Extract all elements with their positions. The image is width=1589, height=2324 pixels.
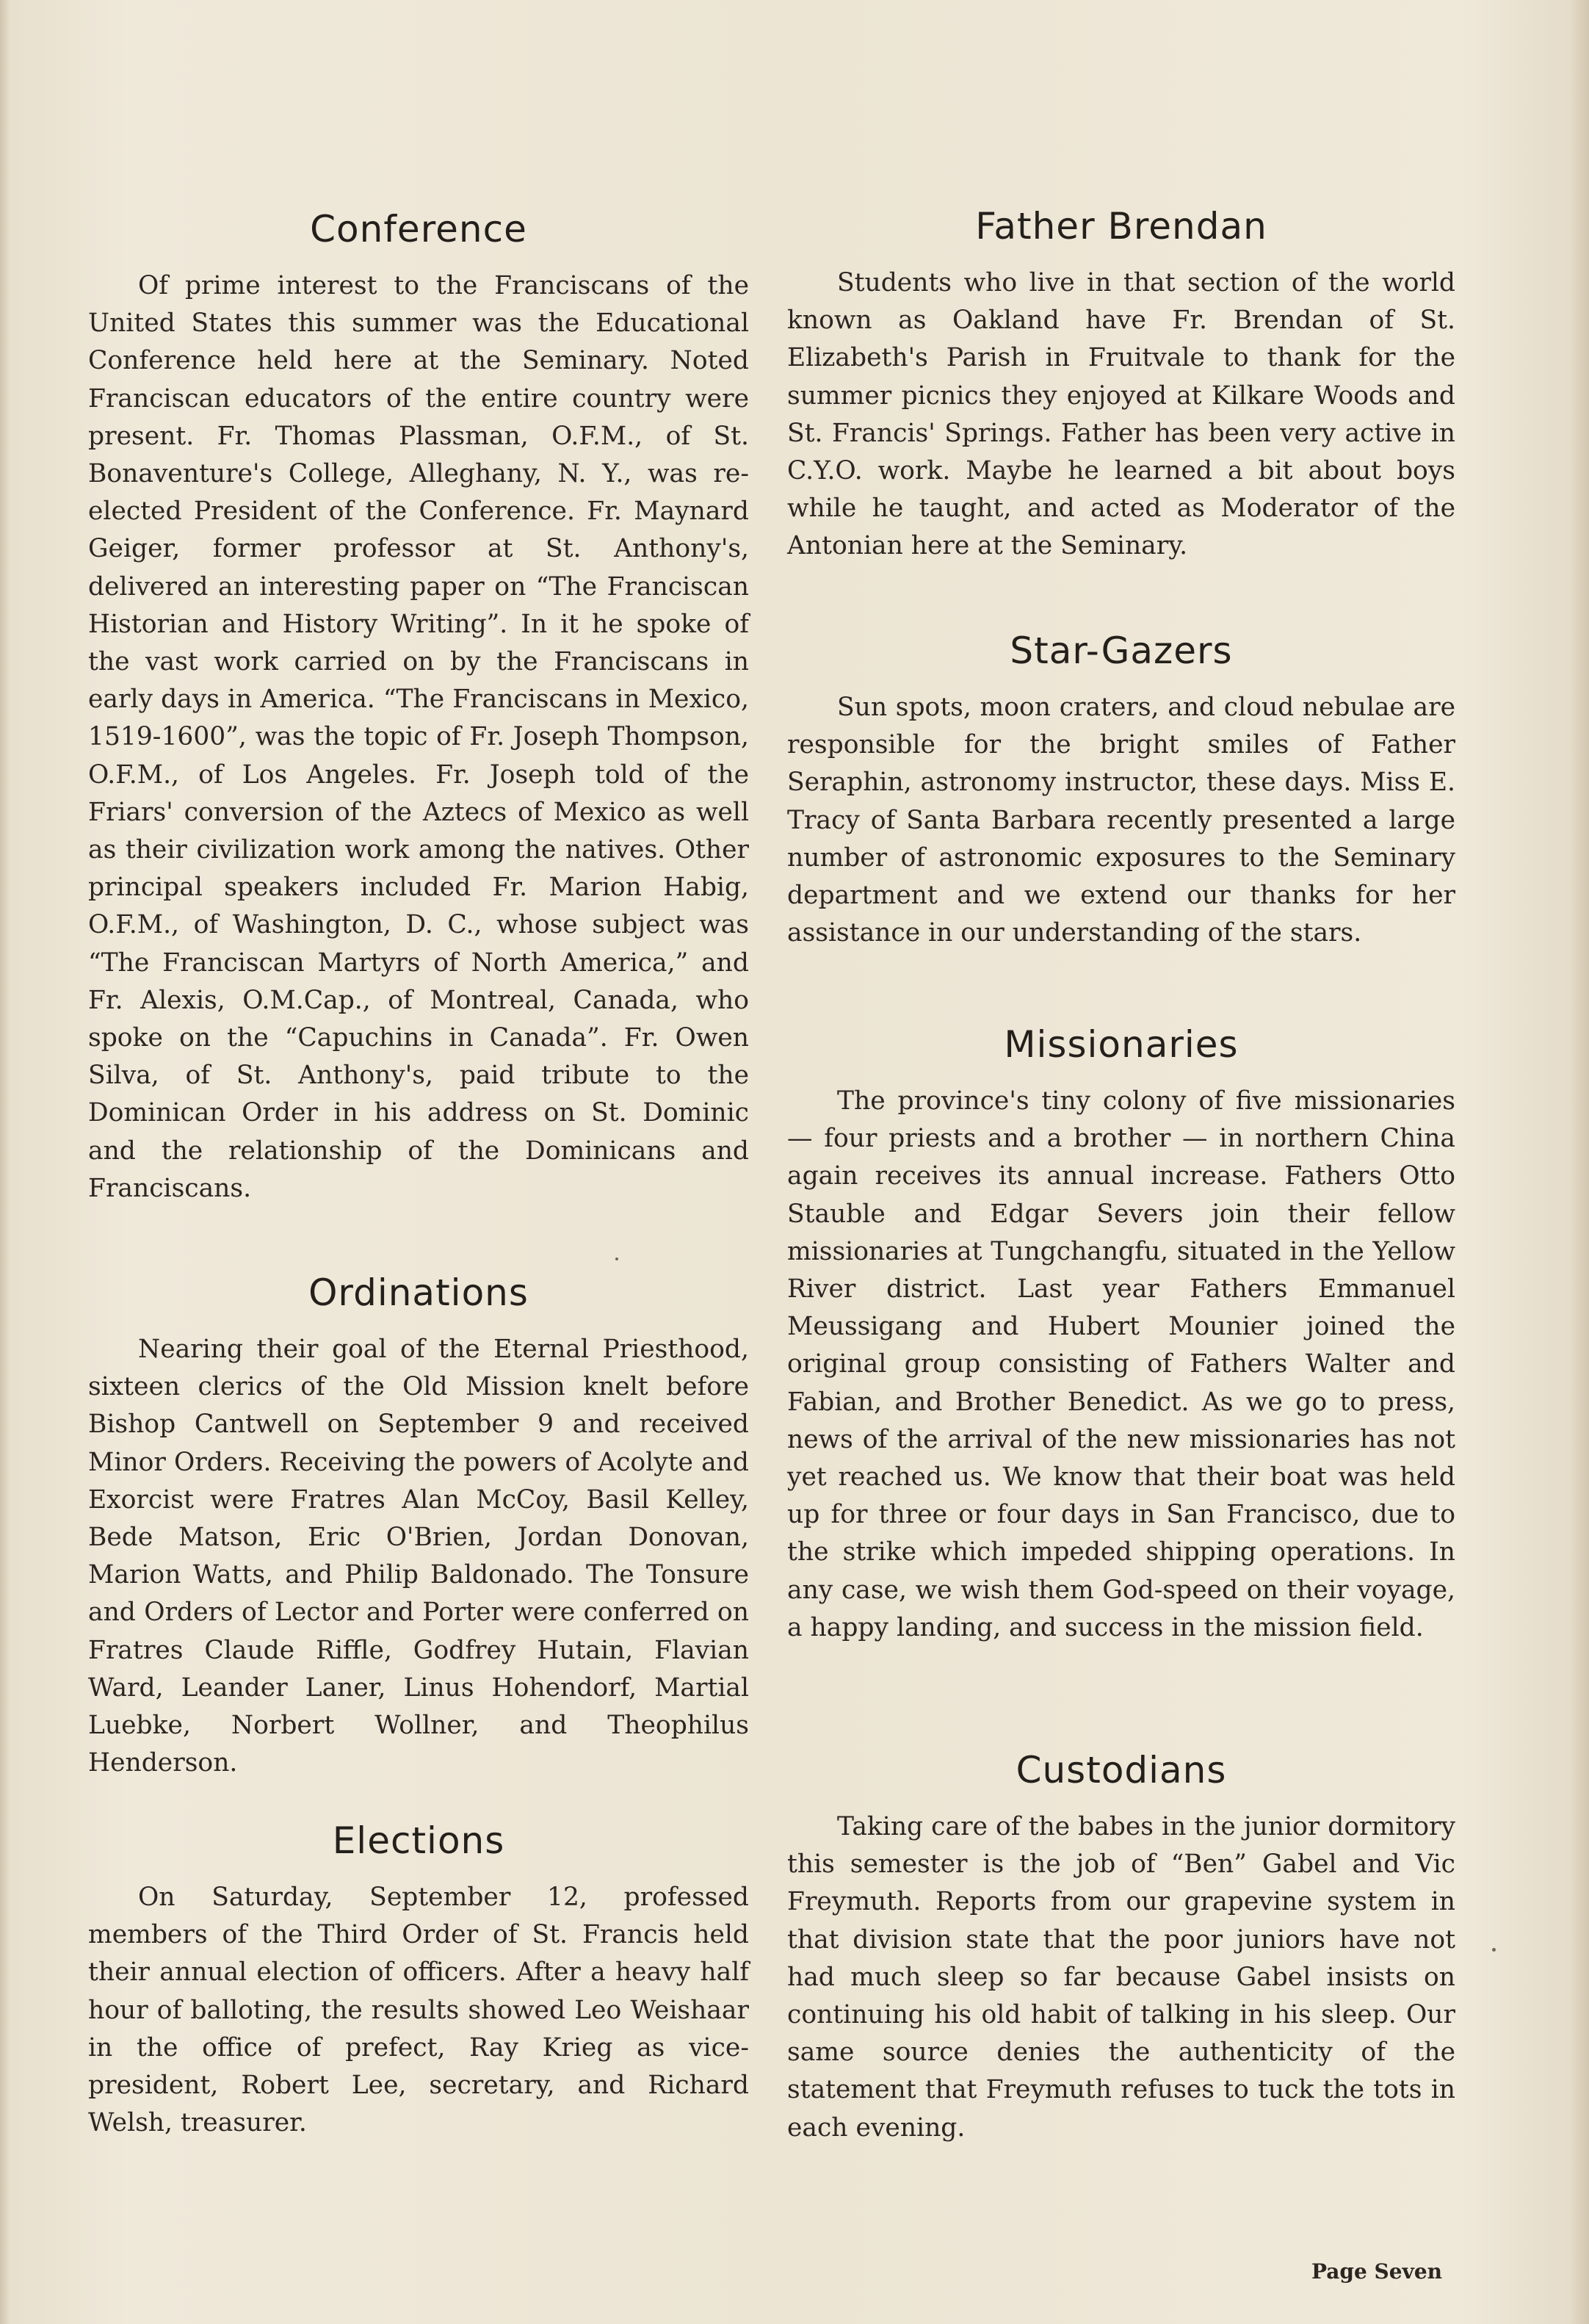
page-edge-shadow [1570,0,1589,2324]
article-conference [88,207,749,1208]
article-heading: Ordinations [308,1271,529,1314]
article-heading: Star-Gazers [1010,629,1233,672]
article-body: Sun spots, moon craters, and cloud nebulae are responsible for the bright smiles of Father Seraphin, astronomy instructor, these days. Miss E. Tracy of Santa Barbara recently presented a large number of astronomic exposures to the Seminary department and we extend our thanks for her assistance in our understanding of the stars. [787,693,1455,948]
article-father-brendan [787,204,1455,566]
article-elections [88,1819,749,2142]
article-star-gazers [787,629,1455,952]
article-body: On Saturday, September 12, professed members of the Third Order of St. Francis held their annual election of officers. After a heavy half hour of balloting, the results showed Leo Weishaar in the office of prefect, Ray Krieg as vice-president, Robert Lee, secretary, and Richard Welsh, treasurer. [88,1883,749,2138]
article-body: Taking care of the babes in the junior dormitory this semester is the job of “Ben” Gabel and Vic Freymuth. Reports from our grapevine system in that division state that the poor juniors have not had much sleep so far because Gabel insists on continuing his old habit of talking in his sleep. Our same source denies the authenticity of the statement that Freymuth refuses to tuck the tots in each evening. [787,1812,1455,2143]
paper-speck [615,1257,618,1260]
article-heading: Custodians [1016,1749,1227,1791]
article-heading: Elections [332,1819,505,1862]
article-custodians [787,1748,1455,2147]
article-body: Students who live in that section of the world known as Oakland have Fr. Brendan of St. Elizabeth's Parish in Fruitvale to thank for the summer picnics they enjoyed at Kilkare Woods and St. Francis' Springs. Father has been very active in C.Y.O. work. Maybe he learned a bit about boys while he taught, and acted as Moderator of the Antonian here at the Seminary. [787,268,1455,561]
article-body: Of prime interest to the Franciscans of the United States this summer was the Educational Conference held here at the Seminary. Noted Franciscan educators of the entire country were present. Fr. Thomas Plassman, O.F.M., of St. Bonaventure's College, Alleghany, N. Y., was re-elected President of the Conference. Fr. Maynard Geiger, former professor at St. Anthony's, delivered an interesting paper on “The Franciscan Historian and History Writing”. In it he spoke of the vast work carried on by the Franciscans in early days in America. “The Franciscans in Mexico, 1519-1600”, was the topic of Fr. Joseph Thompson, O.F.M., of Los Angeles. Fr. Joseph told of the Friars' conversion of the Aztecs of Mexico as well as their civilization work among the natives. Other principal speakers included Fr. Marion Habig, O.F.M., of Washington, D. C., whose subject was “The Franciscan Martyrs of North America,” and Fr. Alexis, O.M.Cap., of Montreal, Canada, who spoke on the “Capuchins in Canada”. Fr. Owen Silva, of St. Anthony's, paid tribute to the Dominican Order in his address on St. Dominic and the relationship of the Dominicans and Franciscans. [88,271,749,1203]
article-ordinations [88,1271,749,1782]
article-body: Nearing their goal of the Eternal Priesthood, sixteen clerics of the Old Mission knelt before Bishop Cantwell on September 9 and received Minor Orders. Receiving the powers of Acolyte and Exorcist were Fratres Alan McCoy, Basil Kelley, Bede Matson, Eric O'Brien, Jordan Donovan, Marion Watts, and Philip Baldonado. The Tonsure and Orders of Lector and Porter were conferred on Fratres Claude Riffle, Godfrey Hutain, Flavian Ward, Leander Laner, Linus Hohendorf, Martial Luebke, Norbert Wollner, and Theophilus Henderson. [88,1335,749,1778]
article-body: The province's tiny colony of five missionaries — four priests and a brother — in northern China again receives its annual increase. Fathers Otto Stauble and Edgar Severs join their fellow missionaries at Tungchangfu, situated in the Yellow River district. Last year Fathers Emmanuel Meussigang and Hubert Mounier joined the original group consisting of Fathers Walter and Fabian, and Brother Benedict. As we go to press, news of the arrival of the new missionaries has not yet reached us. We know that their boat was held up for three or four days in San Francisco, due to the strike which impeded shipping operations. In any case, we wish them God-speed on their voyage, a happy landing, and success in the mission field. [787,1086,1455,1642]
page-edge-shadow [0,0,10,2324]
article-heading: Father Brendan [975,205,1267,248]
article-missionaries [787,1022,1455,1647]
article-heading: Missionaries [1004,1023,1239,1066]
page-number: Page Seven [1311,2259,1442,2284]
article-heading: Conference [310,208,527,250]
paper-speck [1492,1948,1496,1952]
